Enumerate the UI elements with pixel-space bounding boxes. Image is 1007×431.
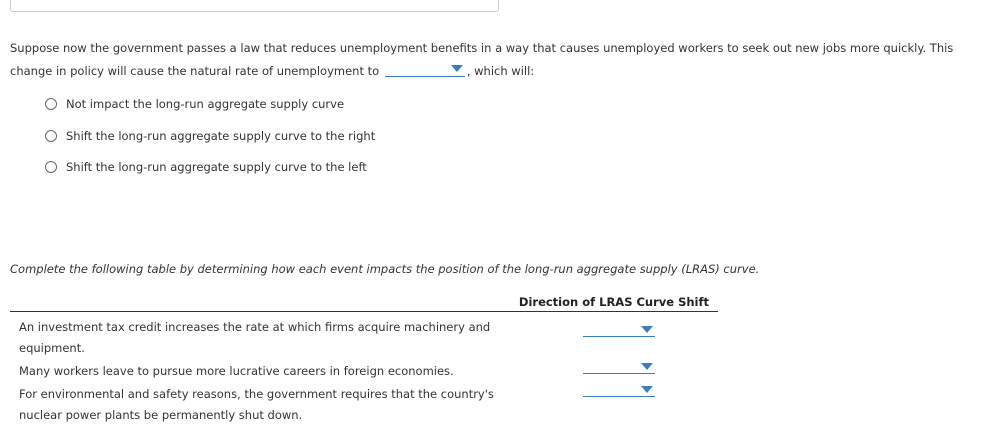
radio-label: Not impact the long-run aggregate supply curve	[66, 97, 345, 111]
chevron-down-icon	[641, 363, 653, 370]
table-row	[10, 361, 718, 382]
question-text: Suppose now the government passes a law that reduces unemployment benefits in a way that causes unemployed workers to seek out new jobs more quickly. This change in policy will cause the natural rate of unemployment to	[10, 41, 954, 78]
natural-rate-dropdown[interactable]	[385, 62, 465, 77]
table-row	[10, 317, 718, 359]
event-label: An investment tax credit increases the rate at which firms acquire machinery and equipment.	[19, 320, 491, 355]
radio-option-shift-right[interactable]	[45, 126, 375, 146]
radio-label: Shift the long-run aggregate supply curve to the left	[66, 160, 367, 174]
lras-shift-dropdown-3[interactable]	[583, 386, 655, 397]
lras-table	[10, 294, 718, 426]
radio-option-shift-left[interactable]	[45, 157, 375, 177]
column-header-direction: Direction of LRAS Curve Shift	[518, 295, 709, 309]
radio-option-no-impact[interactable]	[45, 94, 375, 114]
table-header	[10, 294, 718, 312]
question-paragraph	[10, 37, 970, 83]
chevron-down-icon	[451, 65, 463, 72]
radio-button[interactable]	[45, 98, 57, 110]
question-text-after: , which will:	[466, 64, 535, 78]
chevron-down-icon	[641, 326, 653, 333]
radio-button[interactable]	[45, 161, 57, 173]
previous-answer-box	[10, 0, 499, 12]
event-label: For environmental and safety reasons, the government requires that the country's nuclear power plants be permanently shut down.	[19, 387, 494, 422]
radio-group	[45, 94, 375, 189]
chevron-down-icon	[641, 386, 653, 393]
lras-shift-dropdown-2[interactable]	[583, 363, 655, 374]
table-row	[10, 384, 718, 426]
table-instructions: Complete the following table by determining how each event impacts the position of the long-run aggregate supply (LRAS) curve.	[10, 262, 760, 276]
lras-shift-dropdown-1[interactable]	[583, 326, 655, 337]
radio-label: Shift the long-run aggregate supply curve to the right	[66, 128, 376, 143]
radio-button[interactable]	[45, 130, 57, 142]
event-label: Many workers leave to pursue more lucrative careers in foreign economies.	[19, 364, 454, 378]
